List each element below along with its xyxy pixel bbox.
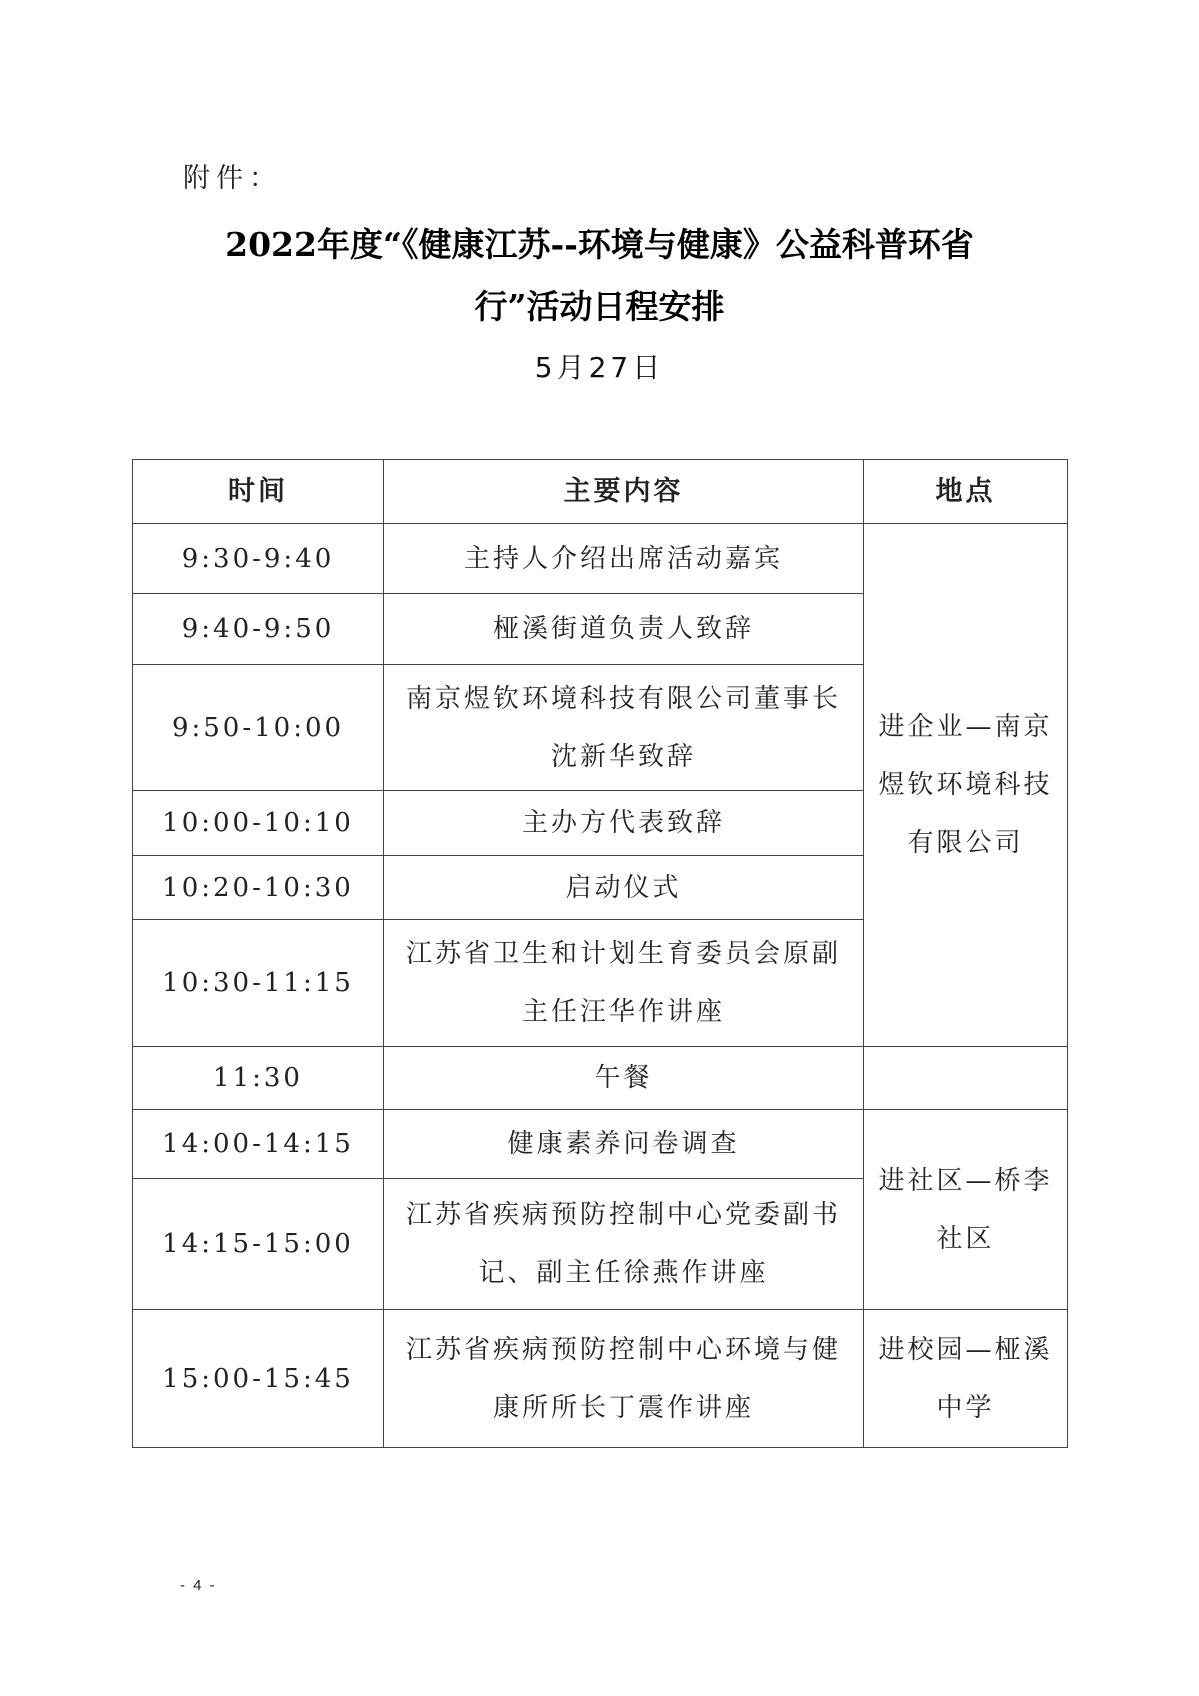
header-location: 地点 bbox=[864, 460, 1068, 524]
table-row bbox=[133, 1110, 1068, 1179]
schedule-date: 5月27日 bbox=[534, 351, 665, 384]
row-time: 14:00-14:15 bbox=[133, 1110, 384, 1179]
page-number: - 4 - bbox=[180, 1577, 217, 1594]
location-cell-empty bbox=[864, 1047, 1068, 1110]
row-time: 14:15-15:00 bbox=[133, 1179, 384, 1310]
row-content: 主办方代表致辞 bbox=[384, 791, 864, 856]
row-time: 9:30-9:40 bbox=[133, 524, 384, 594]
table-row bbox=[133, 524, 1068, 594]
location-cell: 进社区—桥李社区 bbox=[864, 1110, 1068, 1310]
row-time: 10:00-10:10 bbox=[133, 791, 384, 856]
row-time: 10:30-11:15 bbox=[133, 920, 384, 1047]
table-row bbox=[133, 1310, 1068, 1448]
row-content: 江苏省卫生和计划生育委员会原副主任汪华作讲座 bbox=[384, 920, 864, 1047]
table-row bbox=[133, 1047, 1068, 1110]
row-content: 江苏省疾病预防控制中心党委副书记、副主任徐燕作讲座 bbox=[384, 1179, 864, 1310]
row-content: 桠溪街道负责人致辞 bbox=[384, 594, 864, 665]
row-content: 午餐 bbox=[384, 1047, 864, 1110]
table-header-row bbox=[133, 460, 1068, 524]
document-title-line-1: 2022年度“《健康江苏--环境与健康》公益科普环省 bbox=[225, 225, 974, 264]
row-content: 主持人介绍出席活动嘉宾 bbox=[384, 524, 864, 594]
document-title-line-2: 行”活动日程安排 bbox=[474, 287, 725, 326]
row-content: 南京煜钦环境科技有限公司董事长沈新华致辞 bbox=[384, 665, 864, 791]
header-content: 主要内容 bbox=[384, 460, 864, 524]
row-content: 健康素养问卷调查 bbox=[384, 1110, 864, 1179]
row-time: 9:40-9:50 bbox=[133, 594, 384, 665]
location-cell: 进校园—桠溪中学 bbox=[864, 1310, 1068, 1448]
header-time: 时间 bbox=[133, 460, 384, 524]
schedule-table bbox=[132, 459, 1068, 1448]
row-content: 启动仪式 bbox=[384, 856, 864, 920]
row-content: 江苏省疾病预防控制中心环境与健康所所长丁震作讲座 bbox=[384, 1310, 864, 1448]
row-time: 9:50-10:00 bbox=[133, 665, 384, 791]
row-time: 10:20-10:30 bbox=[133, 856, 384, 920]
row-time: 11:30 bbox=[133, 1047, 384, 1110]
location-cell: 进企业—南京煜钦环境科技有限公司 bbox=[864, 524, 1068, 1047]
attachment-label: 附件： bbox=[183, 163, 282, 194]
row-time: 15:00-15:45 bbox=[133, 1310, 384, 1448]
